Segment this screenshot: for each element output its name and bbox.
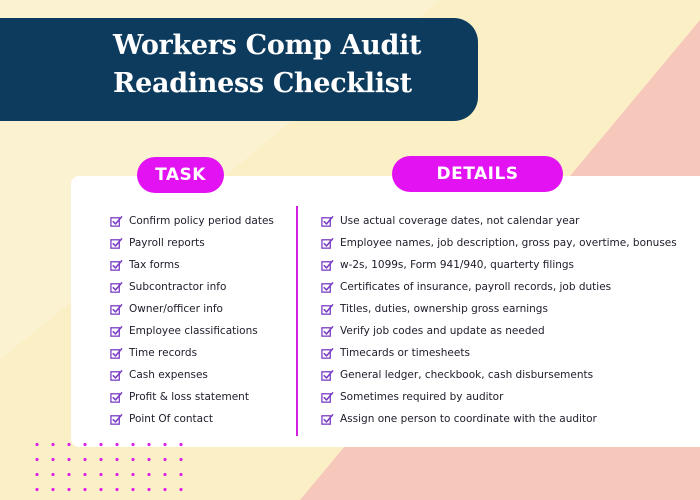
checked-box-icon: [110, 347, 123, 360]
checked-box-icon: [321, 303, 334, 316]
task-label: Profit & loss statement: [129, 391, 249, 403]
task-item: [110, 386, 274, 408]
checked-box-icon: [321, 413, 334, 426]
detail-item: [321, 210, 677, 232]
checked-box-icon: [110, 237, 123, 250]
checked-box-icon: [321, 391, 334, 404]
task-label: Time records: [129, 347, 198, 359]
task-item: [110, 254, 274, 276]
detail-label: Certificates of insurance, payroll records, job duties: [340, 281, 612, 293]
checked-box-icon: [321, 347, 334, 360]
task-label: Tax forms: [129, 259, 180, 271]
checked-box-icon: [321, 325, 334, 338]
task-item: [110, 408, 274, 430]
checked-box-icon: [321, 237, 334, 250]
detail-item: [321, 298, 677, 320]
checked-box-icon: [110, 281, 123, 294]
detail-item: [321, 232, 677, 254]
detail-item: [321, 320, 677, 342]
detail-label: Employee names, job description, gross pay, overtime, bonuses: [340, 237, 677, 249]
detail-label: Use actual coverage dates, not calendar year: [340, 215, 580, 227]
detail-label: Timecards or timesheets: [340, 347, 470, 359]
checked-box-icon: [110, 325, 123, 338]
checked-box-icon: [110, 413, 123, 426]
task-label: Cash expenses: [129, 369, 208, 381]
task-list: [110, 210, 274, 430]
details-list: [321, 210, 677, 430]
title-banner: [0, 18, 478, 121]
checked-box-icon: [110, 391, 123, 404]
task-item: [110, 232, 274, 254]
title-line-1: Workers Comp Audit: [113, 30, 422, 61]
task-label: Point Of contact: [129, 413, 213, 425]
detail-label: w-2s, 1099s, Form 941/940, quarterty filings: [340, 259, 575, 271]
task-label: Subcontractor info: [129, 281, 227, 293]
checked-box-icon: [321, 215, 334, 228]
detail-label: Assign one person to coordinate with the auditor: [340, 413, 597, 425]
decorative-dots: [29, 437, 189, 497]
checked-box-icon: [110, 303, 123, 316]
task-item: [110, 210, 274, 232]
detail-label: Sometimes required by auditor: [340, 391, 504, 403]
task-item: [110, 320, 274, 342]
task-header: TASK: [137, 157, 224, 193]
task-item: [110, 342, 274, 364]
task-item: [110, 276, 274, 298]
checked-box-icon: [110, 215, 123, 228]
detail-item: [321, 254, 677, 276]
detail-item: [321, 364, 677, 386]
checked-box-icon: [321, 369, 334, 382]
detail-label: Verify job codes and update as needed: [340, 325, 545, 337]
task-label: Employee classifications: [129, 325, 258, 337]
detail-item: [321, 386, 677, 408]
checked-box-icon: [110, 369, 123, 382]
checked-box-icon: [321, 281, 334, 294]
checked-box-icon: [110, 259, 123, 272]
task-label: Owner/officer info: [129, 303, 223, 315]
detail-item: [321, 342, 677, 364]
detail-item: [321, 276, 677, 298]
details-header: DETAILS: [392, 156, 563, 192]
checked-box-icon: [321, 259, 334, 272]
task-item: [110, 298, 274, 320]
task-item: [110, 364, 274, 386]
column-divider: [296, 206, 298, 436]
task-label: Payroll reports: [129, 237, 205, 249]
detail-item: [321, 408, 677, 430]
title-line-2: Readiness Checklist: [113, 68, 412, 99]
detail-label: General ledger, checkbook, cash disbursements: [340, 369, 594, 381]
detail-label: Titles, duties, ownership gross earnings: [340, 303, 548, 315]
task-label: Confirm policy period dates: [129, 215, 274, 227]
